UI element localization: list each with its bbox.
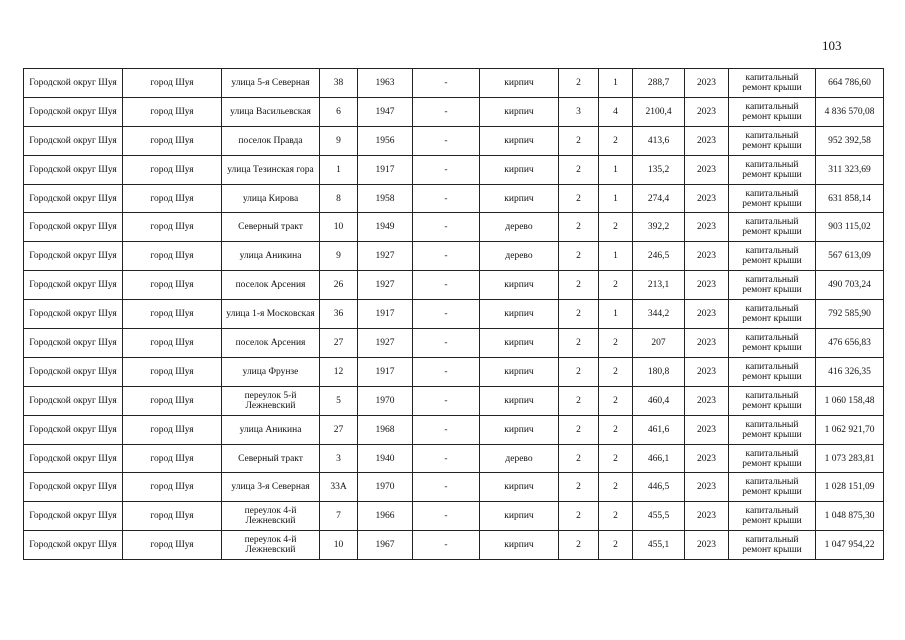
cost-cell: 567 613,09: [816, 242, 884, 271]
repair-year-cell: 2023: [685, 69, 729, 98]
repair-type-cell: капитальный ремонт крыши: [729, 69, 816, 98]
year-built-cell: 1917: [358, 357, 413, 386]
entrances-cell: 2: [599, 271, 633, 300]
settlement-cell: город Шуя: [123, 357, 222, 386]
entrances-cell: 1: [599, 300, 633, 329]
area-cell: 455,5: [633, 502, 685, 531]
wall-material-cell: кирпич: [480, 386, 559, 415]
wall-material-cell: кирпич: [480, 184, 559, 213]
year-built-cell: 1940: [358, 444, 413, 473]
area-cell: 392,2: [633, 213, 685, 242]
repair-year-cell: 2023: [685, 415, 729, 444]
entrances-cell: 1: [599, 69, 633, 98]
cost-cell: 903 115,02: [816, 213, 884, 242]
repair-type-cell: капитальный ремонт крыши: [729, 155, 816, 184]
table-row: [24, 155, 884, 184]
entrances-cell: 2: [599, 329, 633, 358]
floors-cell: 2: [559, 69, 599, 98]
settlement-cell: город Шуя: [123, 386, 222, 415]
repair-year-cell: 2023: [685, 242, 729, 271]
area-cell: 246,5: [633, 242, 685, 271]
year-reconstructed-cell: -: [413, 213, 480, 242]
floors-cell: 2: [559, 444, 599, 473]
year-built-cell: 1947: [358, 97, 413, 126]
year-built-cell: 1970: [358, 386, 413, 415]
house-number-cell: 6: [320, 97, 358, 126]
street-cell: Северный тракт: [222, 213, 320, 242]
house-number-cell: 33А: [320, 473, 358, 502]
municipality-cell: Городской округ Шуя: [24, 386, 123, 415]
table-row: [24, 444, 884, 473]
year-built-cell: 1917: [358, 155, 413, 184]
year-reconstructed-cell: -: [413, 415, 480, 444]
table-row: [24, 531, 884, 560]
house-number-cell: 7: [320, 502, 358, 531]
house-number-cell: 8: [320, 184, 358, 213]
house-number-cell: 26: [320, 271, 358, 300]
settlement-cell: город Шуя: [123, 184, 222, 213]
municipality-cell: Городской округ Шуя: [24, 300, 123, 329]
entrances-cell: 2: [599, 502, 633, 531]
wall-material-cell: кирпич: [480, 531, 559, 560]
municipality-cell: Городской округ Шуя: [24, 531, 123, 560]
year-built-cell: 1927: [358, 271, 413, 300]
street-cell: улица Тезинская гора: [222, 155, 320, 184]
street-cell: улица 3-я Северная: [222, 473, 320, 502]
repair-type-cell: капитальный ремонт крыши: [729, 271, 816, 300]
year-built-cell: 1966: [358, 502, 413, 531]
wall-material-cell: кирпич: [480, 329, 559, 358]
area-cell: 2100,4: [633, 97, 685, 126]
cost-cell: 1 047 954,22: [816, 531, 884, 560]
year-reconstructed-cell: -: [413, 97, 480, 126]
cost-cell: 1 060 158,48: [816, 386, 884, 415]
cost-cell: 1 028 151,09: [816, 473, 884, 502]
table-row: [24, 473, 884, 502]
area-cell: 213,1: [633, 271, 685, 300]
repair-type-cell: капитальный ремонт крыши: [729, 531, 816, 560]
municipality-cell: Городской округ Шуя: [24, 502, 123, 531]
table-row: [24, 300, 884, 329]
house-number-cell: 9: [320, 126, 358, 155]
floors-cell: 2: [559, 300, 599, 329]
floors-cell: 2: [559, 155, 599, 184]
year-built-cell: 1949: [358, 213, 413, 242]
house-number-cell: 27: [320, 415, 358, 444]
cost-cell: 664 786,60: [816, 69, 884, 98]
cost-cell: 1 048 875,30: [816, 502, 884, 531]
entrances-cell: 4: [599, 97, 633, 126]
repair-year-cell: 2023: [685, 97, 729, 126]
street-cell: улица Аникина: [222, 415, 320, 444]
entrances-cell: 2: [599, 386, 633, 415]
settlement-cell: город Шуя: [123, 444, 222, 473]
year-built-cell: 1967: [358, 531, 413, 560]
floors-cell: 2: [559, 502, 599, 531]
year-reconstructed-cell: -: [413, 502, 480, 531]
repair-year-cell: 2023: [685, 444, 729, 473]
settlement-cell: город Шуя: [123, 300, 222, 329]
repair-year-cell: 2023: [685, 155, 729, 184]
street-cell: улица 1-я Московская: [222, 300, 320, 329]
cost-cell: 1 062 921,70: [816, 415, 884, 444]
entrances-cell: 1: [599, 242, 633, 271]
municipality-cell: Городской округ Шуя: [24, 357, 123, 386]
table-row: [24, 502, 884, 531]
settlement-cell: город Шуя: [123, 531, 222, 560]
year-reconstructed-cell: -: [413, 184, 480, 213]
wall-material-cell: кирпич: [480, 97, 559, 126]
municipality-cell: Городской округ Шуя: [24, 213, 123, 242]
municipality-cell: Городской округ Шуя: [24, 69, 123, 98]
floors-cell: 2: [559, 329, 599, 358]
settlement-cell: город Шуя: [123, 473, 222, 502]
repair-type-cell: капитальный ремонт крыши: [729, 415, 816, 444]
repair-type-cell: капитальный ремонт крыши: [729, 473, 816, 502]
wall-material-cell: дерево: [480, 242, 559, 271]
wall-material-cell: кирпич: [480, 69, 559, 98]
repair-year-cell: 2023: [685, 357, 729, 386]
floors-cell: 2: [559, 126, 599, 155]
floors-cell: 2: [559, 386, 599, 415]
floors-cell: 2: [559, 415, 599, 444]
wall-material-cell: кирпич: [480, 473, 559, 502]
floors-cell: 2: [559, 271, 599, 300]
cost-cell: 476 656,83: [816, 329, 884, 358]
year-reconstructed-cell: -: [413, 155, 480, 184]
municipality-cell: Городской округ Шуя: [24, 415, 123, 444]
area-cell: 180,8: [633, 357, 685, 386]
entrances-cell: 2: [599, 357, 633, 386]
year-built-cell: 1927: [358, 242, 413, 271]
wall-material-cell: кирпич: [480, 502, 559, 531]
table-row: [24, 271, 884, 300]
municipality-cell: Городской округ Шуя: [24, 444, 123, 473]
repair-type-cell: капитальный ремонт крыши: [729, 329, 816, 358]
area-cell: 446,5: [633, 473, 685, 502]
street-cell: улица Васильевская: [222, 97, 320, 126]
repair-year-cell: 2023: [685, 531, 729, 560]
area-cell: 207: [633, 329, 685, 358]
area-cell: 135,2: [633, 155, 685, 184]
house-number-cell: 10: [320, 531, 358, 560]
house-number-cell: 10: [320, 213, 358, 242]
entrances-cell: 2: [599, 473, 633, 502]
table-row: [24, 184, 884, 213]
repair-year-cell: 2023: [685, 329, 729, 358]
year-reconstructed-cell: -: [413, 300, 480, 329]
wall-material-cell: кирпич: [480, 300, 559, 329]
repair-type-cell: капитальный ремонт крыши: [729, 242, 816, 271]
floors-cell: 3: [559, 97, 599, 126]
municipality-cell: Городской округ Шуя: [24, 329, 123, 358]
repair-type-cell: капитальный ремонт крыши: [729, 357, 816, 386]
settlement-cell: город Шуя: [123, 97, 222, 126]
repair-type-cell: капитальный ремонт крыши: [729, 502, 816, 531]
wall-material-cell: кирпич: [480, 415, 559, 444]
street-cell: улица 5-я Северная: [222, 69, 320, 98]
wall-material-cell: дерево: [480, 213, 559, 242]
settlement-cell: город Шуя: [123, 502, 222, 531]
municipality-cell: Городской округ Шуя: [24, 126, 123, 155]
table-body: [24, 69, 884, 560]
house-number-cell: 27: [320, 329, 358, 358]
area-cell: 288,7: [633, 69, 685, 98]
house-number-cell: 9: [320, 242, 358, 271]
repair-year-cell: 2023: [685, 126, 729, 155]
table-row: [24, 242, 884, 271]
table-row: [24, 357, 884, 386]
year-reconstructed-cell: -: [413, 242, 480, 271]
floors-cell: 2: [559, 531, 599, 560]
repair-type-cell: капитальный ремонт крыши: [729, 126, 816, 155]
settlement-cell: город Шуя: [123, 213, 222, 242]
repair-year-cell: 2023: [685, 386, 729, 415]
settlement-cell: город Шуя: [123, 415, 222, 444]
house-number-cell: 5: [320, 386, 358, 415]
floors-cell: 2: [559, 242, 599, 271]
cost-cell: 1 073 283,81: [816, 444, 884, 473]
street-cell: улица Кирова: [222, 184, 320, 213]
table-row: [24, 329, 884, 358]
house-number-cell: 1: [320, 155, 358, 184]
area-cell: 461,6: [633, 415, 685, 444]
year-reconstructed-cell: -: [413, 329, 480, 358]
year-built-cell: 1968: [358, 415, 413, 444]
street-cell: Северный тракт: [222, 444, 320, 473]
area-cell: 466,1: [633, 444, 685, 473]
year-reconstructed-cell: -: [413, 357, 480, 386]
year-built-cell: 1917: [358, 300, 413, 329]
municipality-cell: Городской округ Шуя: [24, 97, 123, 126]
settlement-cell: город Шуя: [123, 69, 222, 98]
house-number-cell: 38: [320, 69, 358, 98]
repair-year-cell: 2023: [685, 213, 729, 242]
street-cell: поселок Арсения: [222, 329, 320, 358]
repair-year-cell: 2023: [685, 300, 729, 329]
year-reconstructed-cell: -: [413, 531, 480, 560]
table-row: [24, 126, 884, 155]
year-reconstructed-cell: -: [413, 444, 480, 473]
municipality-cell: Городской округ Шуя: [24, 271, 123, 300]
entrances-cell: 2: [599, 126, 633, 155]
entrances-cell: 1: [599, 155, 633, 184]
repair-type-cell: капитальный ремонт крыши: [729, 213, 816, 242]
housing-repair-table: [23, 68, 884, 560]
floors-cell: 2: [559, 213, 599, 242]
municipality-cell: Городской округ Шуя: [24, 242, 123, 271]
street-cell: улица Аникина: [222, 242, 320, 271]
wall-material-cell: кирпич: [480, 357, 559, 386]
entrances-cell: 1: [599, 184, 633, 213]
year-built-cell: 1927: [358, 329, 413, 358]
municipality-cell: Городской округ Шуя: [24, 155, 123, 184]
repair-type-cell: капитальный ремонт крыши: [729, 386, 816, 415]
floors-cell: 2: [559, 357, 599, 386]
year-reconstructed-cell: -: [413, 271, 480, 300]
repair-type-cell: капитальный ремонт крыши: [729, 444, 816, 473]
area-cell: 460,4: [633, 386, 685, 415]
street-cell: улица Фрунзе: [222, 357, 320, 386]
entrances-cell: 2: [599, 444, 633, 473]
settlement-cell: город Шуя: [123, 242, 222, 271]
year-reconstructed-cell: -: [413, 386, 480, 415]
house-number-cell: 3: [320, 444, 358, 473]
table-row: [24, 415, 884, 444]
year-reconstructed-cell: -: [413, 126, 480, 155]
settlement-cell: город Шуя: [123, 329, 222, 358]
table-row: [24, 69, 884, 98]
settlement-cell: город Шуя: [123, 271, 222, 300]
repair-type-cell: капитальный ремонт крыши: [729, 97, 816, 126]
page-number: 103: [822, 38, 842, 53]
entrances-cell: 2: [599, 531, 633, 560]
area-cell: 455,1: [633, 531, 685, 560]
year-built-cell: 1958: [358, 184, 413, 213]
street-cell: переулок 5-й Лежневский: [222, 386, 320, 415]
floors-cell: 2: [559, 473, 599, 502]
cost-cell: 952 392,58: [816, 126, 884, 155]
street-cell: поселок Арсения: [222, 271, 320, 300]
cost-cell: 4 836 570,08: [816, 97, 884, 126]
municipality-cell: Городской округ Шуя: [24, 184, 123, 213]
repair-year-cell: 2023: [685, 184, 729, 213]
house-number-cell: 12: [320, 357, 358, 386]
street-cell: поселок Правда: [222, 126, 320, 155]
street-cell: переулок 4-й Лежневский: [222, 502, 320, 531]
year-reconstructed-cell: -: [413, 473, 480, 502]
entrances-cell: 2: [599, 213, 633, 242]
cost-cell: 416 326,35: [816, 357, 884, 386]
municipality-cell: Городской округ Шуя: [24, 473, 123, 502]
repair-type-cell: капитальный ремонт крыши: [729, 184, 816, 213]
street-cell: переулок 4-й Лежневский: [222, 531, 320, 560]
wall-material-cell: дерево: [480, 444, 559, 473]
year-reconstructed-cell: -: [413, 69, 480, 98]
house-number-cell: 36: [320, 300, 358, 329]
repair-year-cell: 2023: [685, 473, 729, 502]
cost-cell: 490 703,24: [816, 271, 884, 300]
settlement-cell: город Шуя: [123, 126, 222, 155]
wall-material-cell: кирпич: [480, 271, 559, 300]
cost-cell: 792 585,90: [816, 300, 884, 329]
cost-cell: 631 858,14: [816, 184, 884, 213]
area-cell: 344,2: [633, 300, 685, 329]
settlement-cell: город Шуя: [123, 155, 222, 184]
wall-material-cell: кирпич: [480, 155, 559, 184]
area-cell: 413,6: [633, 126, 685, 155]
cost-cell: 311 323,69: [816, 155, 884, 184]
entrances-cell: 2: [599, 415, 633, 444]
year-built-cell: 1956: [358, 126, 413, 155]
area-cell: 274,4: [633, 184, 685, 213]
wall-material-cell: кирпич: [480, 126, 559, 155]
repair-year-cell: 2023: [685, 502, 729, 531]
table-row: [24, 213, 884, 242]
repair-type-cell: капитальный ремонт крыши: [729, 300, 816, 329]
year-built-cell: 1963: [358, 69, 413, 98]
year-built-cell: 1970: [358, 473, 413, 502]
table-row: [24, 386, 884, 415]
table-row: [24, 97, 884, 126]
repair-year-cell: 2023: [685, 271, 729, 300]
floors-cell: 2: [559, 184, 599, 213]
